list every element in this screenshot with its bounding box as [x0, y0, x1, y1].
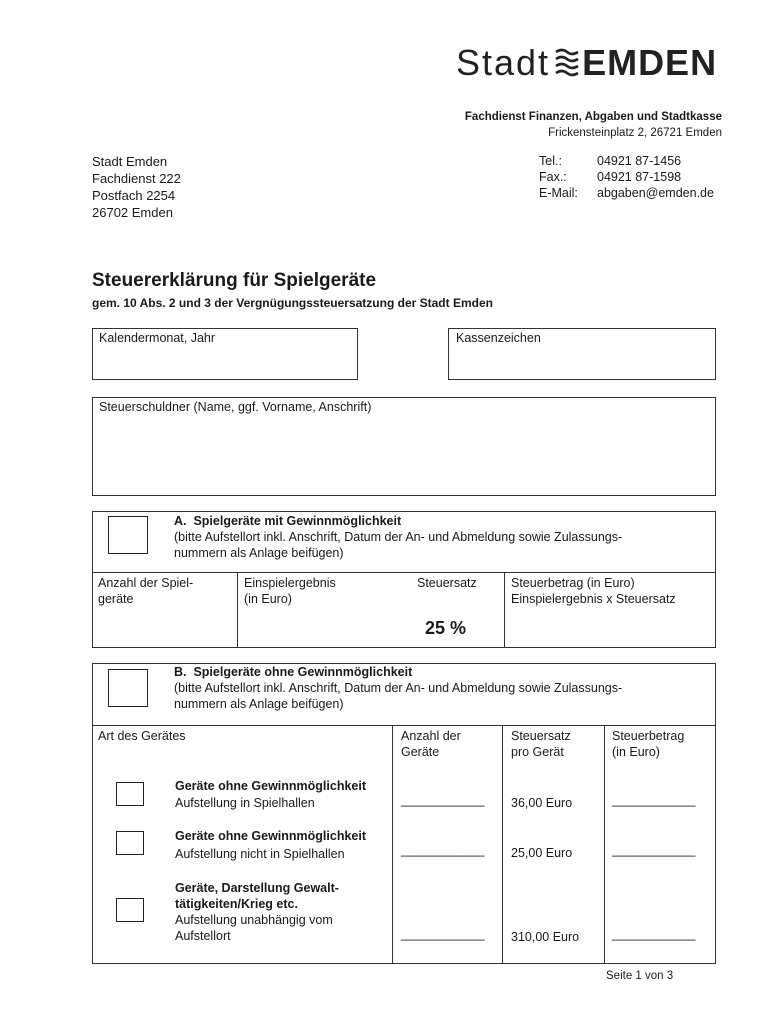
page-subtitle: gem. 10 Abs. 2 und 3 der Vergnügungssteuersatzung der Stadt Emden: [92, 296, 493, 310]
month-year-field[interactable]: [92, 328, 358, 380]
address-line: 26702 Emden: [92, 205, 173, 220]
stadt-emden-logo: [456, 42, 717, 84]
section-b-note: nummern als Anlage beifügen): [174, 697, 344, 711]
cash-reference-field[interactable]: [448, 328, 716, 380]
divider: [502, 725, 503, 964]
divider: [237, 572, 238, 648]
address-line: Fachdienst 222: [92, 171, 181, 186]
col-header: Art des Gerätes: [98, 729, 186, 743]
row-desc: Aufstellung in Spielhallen: [175, 796, 315, 810]
row-title: Geräte ohne Gewinnmöglichkeit: [175, 779, 367, 793]
department-address: Frickensteinplatz 2, 26721 Emden: [548, 127, 722, 139]
address-line: Stadt Emden: [92, 154, 168, 169]
page-title: Steuererklärung für Spielgeräte: [92, 270, 377, 291]
contact-block: [539, 153, 714, 201]
page-number: Seite 1 von 3: [606, 970, 674, 982]
section-b-checkbox[interactable]: [108, 669, 148, 707]
fax-value: 04921 87-1598: [597, 170, 682, 184]
col-header: Einspielergebnis (in Euro): [244, 576, 336, 606]
tax-rate-value: 25 %: [425, 618, 467, 638]
section-a-title: Spielgeräte mit Gewinnmöglichkeit: [193, 514, 402, 528]
debtor-field[interactable]: [92, 397, 716, 496]
divider: [504, 572, 505, 648]
col-header: Steuersatz: [417, 576, 477, 590]
col-header: Steuerbetrag (in Euro): [612, 729, 685, 759]
amount-input[interactable]: ____________: [612, 843, 696, 857]
tel-label: Tel.:: [539, 154, 562, 168]
row-title: Geräte ohne Gewinnmöglichkeit: [175, 829, 367, 843]
row-checkbox[interactable]: [116, 831, 144, 855]
logo-text-stadt: Stadt: [456, 42, 551, 83]
wave-icon: [554, 47, 580, 79]
section-b-title: Spielgeräte ohne Gewinnmöglichkeit: [193, 665, 413, 679]
divider: [92, 725, 716, 726]
month-year-label: Kalendermonat, Jahr: [99, 331, 216, 345]
section-a-heading: [174, 513, 401, 529]
rate-value: 310,00 Euro: [511, 930, 580, 944]
row-checkbox[interactable]: [116, 898, 144, 922]
debtor-label: Steuerschuldner (Name, ggf. Vorname, Anschrift): [99, 400, 372, 414]
col-header: Anzahl der Geräte: [401, 729, 461, 759]
address-line: Postfach 2254: [92, 188, 176, 203]
department-name: Fachdienst Finanzen, Abgaben und Stadtkasse: [464, 111, 722, 123]
count-input[interactable]: ____________: [401, 843, 485, 857]
col-header: Anzahl der Spiel- geräte: [98, 576, 194, 606]
recipient-address: [92, 153, 181, 221]
section-b-heading: [174, 664, 412, 680]
row-desc: Aufstellung nicht in Spielhallen: [175, 847, 345, 861]
divider: [604, 725, 605, 964]
col-header: Steuerbetrag (in Euro) Einspielergebnis x Steuersatz: [511, 576, 676, 606]
amount-input[interactable]: ____________: [612, 793, 696, 807]
rate-value: 36,00 Euro: [511, 796, 573, 810]
email-label: E-Mail:: [539, 186, 578, 200]
section-a-note: (bitte Aufstellort inkl. Anschrift, Datum der An- und Abmeldung sowie Zulassungs-: [174, 530, 623, 544]
section-b-letter: B.: [174, 665, 187, 679]
col-header: Steuersatz pro Gerät: [511, 729, 571, 759]
divider: [392, 725, 393, 964]
count-input[interactable]: ____________: [401, 793, 485, 807]
section-a-note: nummern als Anlage beifügen): [174, 546, 344, 560]
department-block: [465, 109, 722, 141]
email-value[interactable]: abgaben@emden.de: [597, 186, 714, 200]
rate-value: 25,00 Euro: [511, 846, 573, 860]
cash-reference-label: Kassenzeichen: [456, 331, 541, 345]
count-input[interactable]: ____________: [401, 927, 485, 941]
row-checkbox[interactable]: [116, 782, 144, 806]
logo-text-emden: EMDEN: [582, 42, 718, 83]
row-desc: Aufstellung unabhängig vom Aufstellort: [175, 913, 333, 943]
section-a-letter: A.: [174, 514, 187, 528]
fax-label: Fax.:: [539, 170, 567, 184]
amount-input[interactable]: ____________: [612, 927, 696, 941]
section-b-note: (bitte Aufstellort inkl. Anschrift, Datum der An- und Abmeldung sowie Zulassungs-: [174, 681, 623, 695]
section-a-checkbox[interactable]: [108, 516, 148, 554]
tel-value: 04921 87-1456: [597, 154, 682, 168]
row-title: Geräte, Darstellung Gewalt- tätigkeiten/Krieg etc.: [175, 881, 339, 911]
divider: [92, 572, 716, 573]
